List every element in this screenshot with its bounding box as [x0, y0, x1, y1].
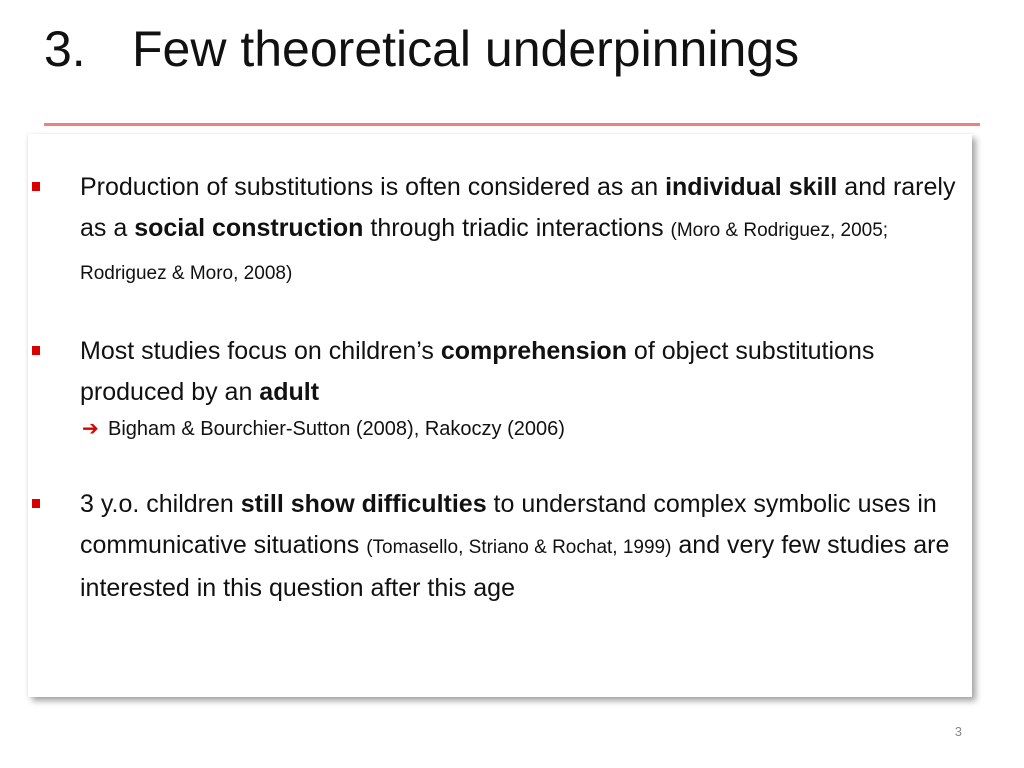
- content-box: [28, 134, 972, 697]
- title-number: 3.: [44, 21, 86, 77]
- right-arrow-icon: ➔: [82, 418, 99, 440]
- bullet-1-citation: (Moro & Rodriguez, 2005; Rodriguez & Moro, 2008): [80, 220, 889, 284]
- bullet-1-text-b: and rarely as a: [80, 173, 956, 242]
- bullet-2-reference: Bigham & Bourchier-Sutton (2008), Rakoczy (2006): [108, 418, 565, 440]
- bullet-2-text-b: of object substitutions produced by an: [80, 337, 875, 406]
- bullet-3-bold-a: still show difficulties: [240, 490, 487, 518]
- square-bullet-icon: [32, 182, 40, 191]
- bullet-1-bold-b: social construction: [134, 214, 364, 242]
- bullet-2-bold-b: adult: [259, 378, 320, 406]
- bullet-2-text-a: Most studies focus on children’s: [80, 337, 441, 365]
- bullet-text-1: [80, 167, 960, 294]
- bullet-1-text-a: Production of substitutions is often considered as an: [80, 173, 666, 201]
- bullet-1-bold-a: individual skill: [665, 173, 838, 201]
- slide-title: [44, 14, 799, 84]
- bullet-text-3: [80, 484, 960, 609]
- title-divider: [44, 123, 980, 126]
- bullet-3-text-c: and very few studies are interested in this question after this age: [80, 531, 950, 602]
- page-number: 3: [954, 724, 962, 739]
- bullet-2-subline: [82, 413, 960, 445]
- bullet-3-citation: (Tomasello, Striano & Rochat, 1999): [366, 537, 672, 558]
- square-bullet-icon: [32, 499, 40, 508]
- bullet-3-text-a: 3 y.o. children: [80, 490, 241, 518]
- square-bullet-icon: [32, 346, 40, 355]
- title-text: Few theoretical underpinnings: [132, 21, 800, 77]
- bullet-1-text-c: through triadic interactions: [363, 214, 671, 242]
- bullet-text-2: [80, 331, 960, 445]
- bullet-3-text-b: to understand complex symbolic uses in communicative situations: [80, 490, 937, 559]
- bullet-2-bold-a: comprehension: [440, 337, 627, 365]
